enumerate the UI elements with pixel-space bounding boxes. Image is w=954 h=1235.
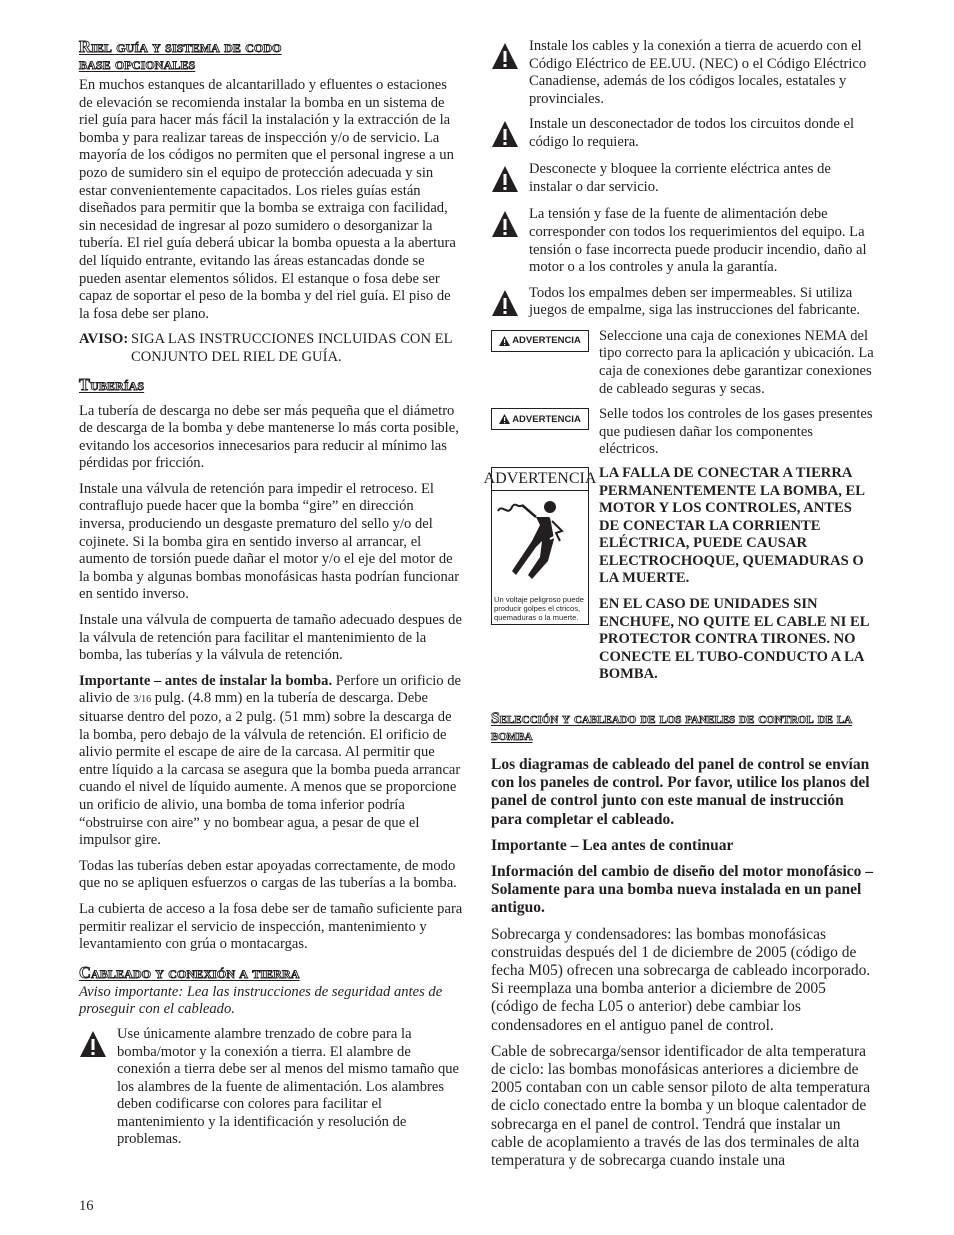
shock-warning-text-2: EN EL CASO DE UNIDADES SIN ENCHUFE, NO QUITE EL CABLE NI EL PROTECTOR CONTRA TIRONES. NO CONECTE EL TUBO-CONDUCTO A LA BOMBA. (599, 596, 869, 683)
heading-guide-rail-1: Riel guía y sistema de codo (79, 37, 282, 56)
paragraph-piping-5: Todas las tuberías deben estar apoyadas correctamente, de modo que no se apliquen esfuerzos o cargas de las tuberías a la bomba. (79, 857, 457, 892)
shock-caption: Un voltaje peligroso puede producir golpes el ctricos, quemaduras o la muerte. (494, 594, 584, 622)
notice-text: SIGA LAS INSTRUCCIONES INCLUIDAS CON EL CONJUNTO DEL RIEL DE GUÍA. (131, 331, 452, 365)
relief-text-b: pulg. (4.8 mm) en la tubería de descarga. Debe situarse dentro del pozo, a 2 pulg. (51 mm) sobre la descarga de la bomba, pero debajo de la válvula de retención. El orificio de alivio permite el escape de aire de la carcasa. Al permitir que entre líquido a la carcasa se asegura que la bomba pueda arrancar cuando el nivel de líquido aumente. A menos que se proporcione un orificio de alivio, una bomba de toma inferior podría “obstruirse con aire” y no bombear agua, a pesar de que el impulsor gire. (79, 690, 461, 849)
paragraph-piping-4 (79, 673, 463, 850)
paragraph-panel-5: Cable de sobrecarga/sensor identificador de alta temperatura de ciclo: las bombas monofásicas anteriores a diciembre de 2005 contaban con un cable sensor piloto de alta temperatura de ciclo conectado entre la bomba y un bloque calentador de sobrecarga en el panel de control. Tendrá que instalar un cable de acoplamiento a través de las dos terminales de alta temperatura y de sobrecarga cuando instale una (491, 1042, 871, 1170)
warning-triangle-icon (499, 336, 510, 346)
page-number: 16 (79, 1198, 94, 1214)
electric-shock-warning (483, 464, 875, 684)
warning-item-codes (491, 38, 875, 108)
heading-piping: Tuberías (79, 374, 145, 394)
notice-label: AVISO: (79, 331, 129, 348)
advertencia-label: ADVERTENCIA (512, 335, 581, 347)
advertencia-label: ADVERTENCIA (483, 469, 597, 487)
warning-text: La tensión y fase de la fuente de alimentación debe corresponder con todos los requerimientos del equipo. La tensión o fase incorrecta puede producir incendio, daño al motor o a los controles y anula la garantía. (529, 206, 867, 276)
left-column (79, 38, 463, 1149)
paragraph-panel-1: Los diagramas de cableado del panel de control se envían con los paneles de control. Por favor, utilice los planos del panel de control junto con este manual de instrucción para completar el cableado. (491, 756, 870, 828)
notice-guide-rail (79, 331, 463, 366)
paragraph-guide-rail: En muchos estanques de alcantarillado y efluentes o estaciones de elevación se recomienda instalar la bomba en un sistema de riel guía para hacer más fácil la instalación y la extracción de la bomba y para realizar tareas de inspección y/o de servicio. La mayoría de los códigos no permiten que el personal ingrese a un pozo de sumidero sin el equipo de protección adecuada y sin estar convenientemente capacitados. Los rieles guías están diseñados para permitir que la bomba se extraiga con facilidad, sin necesidad de ingresar al pozo sumidero o desorganizar la tubería. El riel guía deberá ubicar la bomba opuesta a la abertura del líquido entrante, evitando las áreas estancadas donde se pueden asentar elementos sólidos. El estanque o fosa debe ser capaz de soportar el peso de la bomba y del riel guía. El piso de la fosa debe ser plano. (79, 77, 456, 322)
paragraph-panel-4: Sobrecarga y condensadores: las bombas monofásicas construidas después del 1 de diciembre de 2005 (código de fecha M05) ofrecen una sobrecarga de cableado incorporado. Si reemplaza una bomba anterior a diciembre de 2005 (código de fecha L05 o anterior) debe cambiar los condensadores en el antiguo panel de control. (491, 925, 871, 1034)
heading-wiring: Cableado y conexión a tierra (79, 962, 300, 982)
advertencia-badge (483, 468, 597, 491)
advertencia-badge (491, 408, 589, 430)
advertencia-nema-box (491, 328, 875, 398)
warning-item-copper-wire (79, 1026, 463, 1149)
advertencia-label: ADVERTENCIA (512, 413, 581, 425)
paragraph-panel-3: Información del cambio de diseño del motor monofásico – Solamente para una bomba nueva instalada en un panel antiguo. (491, 863, 874, 917)
warning-triangle-icon (491, 285, 529, 322)
advertencia-badge (491, 330, 589, 352)
electric-shock-icon (492, 491, 588, 583)
shock-hazard-box (483, 467, 597, 625)
warning-triangle-icon (499, 414, 510, 424)
warning-triangle-icon (79, 1026, 117, 1063)
paragraph-piping-2: Instale una válvula de retención para impedir el retroceso. El contraflujo puede hacer que la bomba “gire” en dirección inversa, produciendo un desgaste prematuro del sello y/o del cojinete. Si la bomba gira en sentido inverso al arrancar, el aumento de torsión puede dañar el motor y/o el eje del motor de la bomba y algunas bombas monofásicas hasta podrían funcionar en sentido inverso. (79, 480, 460, 603)
advertencia-text: Selle todos los controles de los gases presentes que pudiesen dañar los componentes eléctricos. (599, 406, 873, 458)
relief-text-a: Perfore un orificio de alivio de (79, 672, 461, 707)
warning-item-disconnect (491, 116, 875, 153)
important-label: Importante – antes de instalar la bomba. (79, 672, 333, 689)
paragraph-piping-6: La cubierta de acceso a la fosa debe ser de tamaño suficiente para permitir realizar el servicio de inspección, mantenimiento y levantamiento con grúa o montacargas. (79, 900, 463, 953)
warning-text: Use únicamente alambre trenzado de cobre para la bomba/motor y la conexión a tierra. El alambre de conexión a tierra debe ser al menos del mismo tamaño que los alambres de la fuente de alimentación. Los alambres deben codificarse con colores para facilitar el mantenimiento y la identificación y resolución de problemas. (117, 1025, 460, 1148)
warning-triangle-icon (491, 38, 529, 75)
warning-text: Instale los cables y la conexión a tierra de acuerdo con el Código Eléctrico de EE.UU. (NEC) o el Código Eléctrico Canadiense, además de los códigos locales, estatales y provinciales. (529, 38, 867, 107)
paragraph-piping-1: La tubería de descarga no debe ser más pequeña que el diámetro de descarga de la bomba y debe mantenerse lo más corta posible, evitando los accesorios innecesarios para reducir al mínimo las pérdidas por fricción. (79, 402, 459, 472)
warning-text: Desconecte y bloquee la corriente eléctrica antes de instalar o dar servicio. (529, 161, 831, 195)
warning-item-voltage (491, 206, 875, 276)
paragraph-panel-2: Importante – Lea antes de continuar (491, 836, 734, 854)
heading-control-panels: Selección y cableado de los paneles de control de la bomba (491, 710, 853, 745)
warning-text: Instale un desconectador de todos los circuitos donde el código lo requiera. (529, 116, 855, 150)
advertencia-text: Seleccione una caja de conexiones NEMA del tipo correcto para la aplicación y ubicación. La caja de conexiones debe garantizar conexiones de cableado seguras y secas. (599, 327, 874, 397)
paragraph-piping-3: Instale una válvula de compuerta de tamaño adecuado despues de la válvula de retención para facilitar el mantenimiento de la bomba, las tuberías y la válvula de retención. (79, 612, 462, 664)
advertencia-seal-controls (491, 406, 875, 459)
shock-warning-text-1: LA FALLA DE CONECTAR A TIERRA PERMANENTEMENTE LA BOMBA, EL MOTOR Y LOS CONTROLES, ANTES DE CONECTAR LA CORRIENTE ELÉCTRICA, PUEDE CAUSAR ELECTROCHOQUE, QUEMADURAS O LA MUERTE. (599, 464, 865, 587)
heading-guide-rail-2: base opcionales (79, 54, 196, 73)
right-column (483, 38, 875, 1170)
fraction: 3/16 (133, 694, 152, 706)
warning-triangle-icon (491, 116, 529, 153)
warning-item-splices (491, 285, 875, 322)
paragraph-wiring-notice: Aviso importante: Lea las instrucciones de seguridad antes de proseguir con el cableado. (79, 983, 443, 1018)
warning-triangle-icon (491, 206, 529, 243)
warning-triangle-icon (491, 161, 529, 198)
warning-text: Todos los empalmes deben ser impermeables. Si utiliza juegos de empalme, siga las instrucciones del fabricante. (529, 284, 861, 319)
warning-item-lockout (491, 161, 875, 198)
